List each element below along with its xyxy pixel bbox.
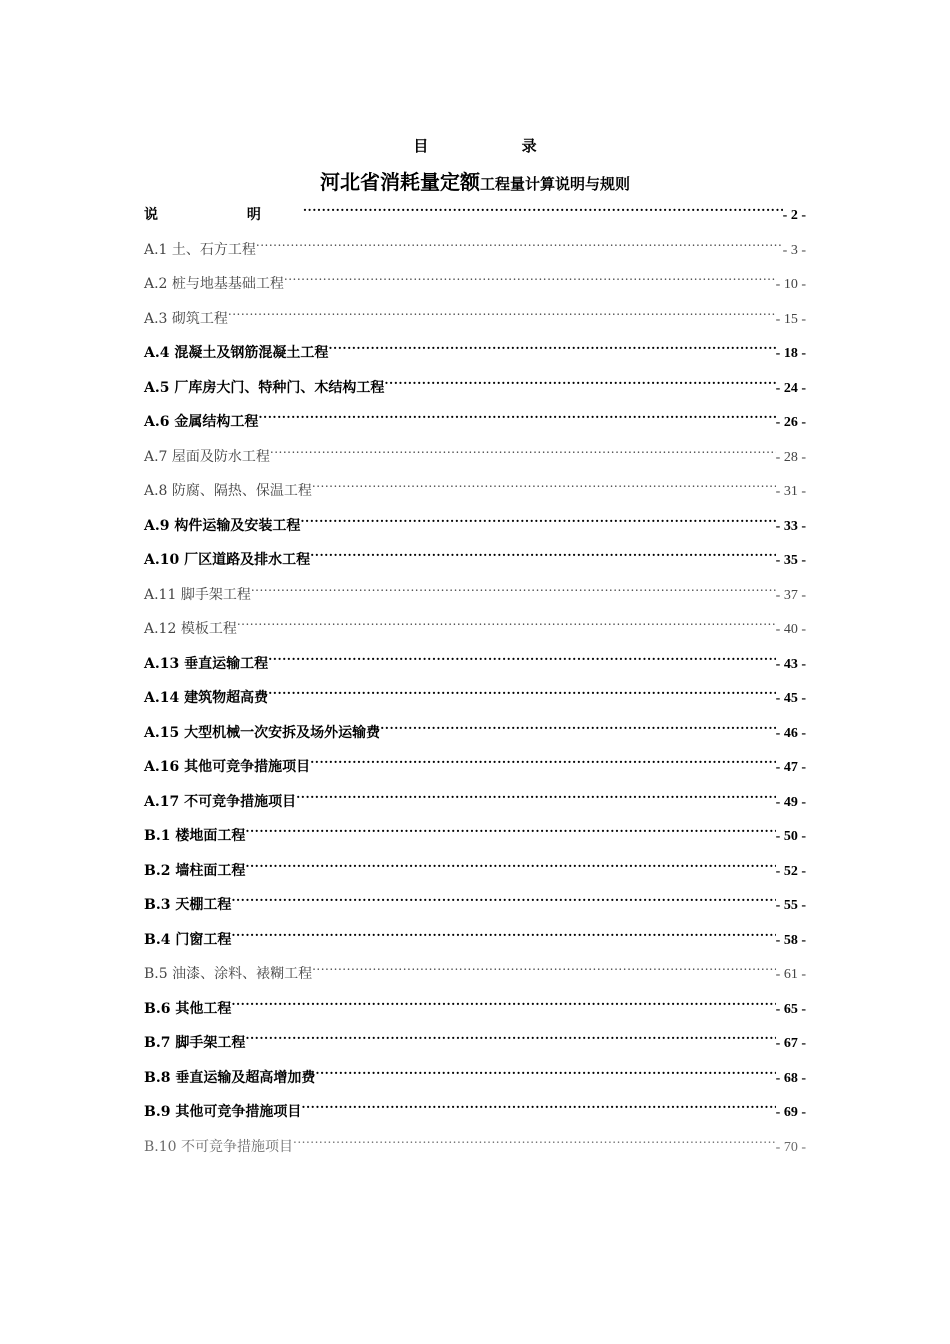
toc-entry[interactable] — [144, 994, 806, 1029]
toc-entry-label: B.7 脚手架工程 — [144, 1035, 246, 1051]
toc-entry-page: - 67 - — [775, 1036, 806, 1051]
toc-entry-label: A.15 大型机械一次安拆及场外运输费 — [144, 724, 381, 741]
toc-entry-label: B.6 其他工程 — [144, 1000, 232, 1017]
document-title-sub: 工程量计算说明与规则 — [479, 175, 630, 193]
toc-leader-dots — [312, 964, 776, 978]
toc-entry-label: A.16 其他可竞争措施项目 — [144, 759, 311, 775]
toc-entry[interactable] — [144, 511, 806, 546]
toc-leader-dots — [380, 723, 776, 737]
toc-entry-page: - 26 - — [775, 415, 806, 430]
toc-entry[interactable] — [144, 235, 806, 270]
toc-leader-dots — [301, 1102, 775, 1116]
toc-leader-dots — [312, 481, 776, 495]
toc-entry-label: B.8 垂直运输及超高增加费 — [144, 1069, 316, 1086]
toc-leader-dots — [231, 895, 775, 909]
toc-entry-page: - 68 - — [775, 1070, 806, 1086]
toc-leader-dots — [245, 1033, 775, 1047]
toc-entry-page: - 35 - — [775, 553, 806, 568]
toc-entry[interactable] — [144, 925, 806, 960]
toc-entry-page: - 40 - — [775, 622, 806, 637]
toc-entry[interactable] — [144, 1097, 806, 1132]
toc-entry-page: - 15 - — [775, 311, 806, 327]
toc-entry-label: A.17 不可竞争措施项目 — [144, 793, 297, 810]
toc-entry-page: - 24 - — [775, 380, 806, 396]
toc-entry[interactable] — [144, 442, 806, 477]
toc-entry[interactable] — [144, 752, 806, 787]
toc-entry[interactable] — [144, 407, 806, 442]
toc-entry-label: B.5 油漆、涂料、裱糊工程 — [144, 966, 313, 982]
toc-leader-dots — [268, 654, 776, 668]
toc-leader-dots — [256, 240, 783, 254]
toc-heading: 目 录 — [413, 137, 581, 155]
toc-leader-dots — [284, 274, 776, 288]
toc-leader-dots — [237, 619, 776, 633]
toc-entry-page: - 65 - — [775, 1001, 806, 1017]
toc-leader-dots — [245, 861, 775, 875]
toc-leader-dots — [231, 999, 775, 1013]
toc-entry[interactable] — [144, 718, 806, 753]
toc-entry-label: A.3 砌筑工程 — [144, 310, 228, 327]
toc-entry-label: B.2 墙柱面工程 — [144, 862, 246, 879]
toc-entry-label: A.13 垂直运输工程 — [144, 655, 269, 672]
toc-leader-dots — [303, 205, 783, 219]
toc-entry-label: A.14 建筑物超高费 — [144, 690, 269, 706]
toc-entry[interactable] — [144, 338, 806, 373]
toc-entry[interactable] — [144, 1132, 806, 1167]
toc-entry-page: - 31 - — [775, 484, 806, 499]
toc-leader-dots — [270, 447, 776, 461]
toc-entry-label: A.9 构件运输及安装工程 — [144, 517, 301, 534]
toc-entry-label: A.6 金属结构工程 — [144, 414, 259, 430]
toc-list — [144, 200, 806, 1166]
toc-entry-page: - 28 - — [775, 449, 806, 465]
toc-entry-page: - 18 - — [775, 346, 806, 361]
toc-leader-dots — [231, 930, 775, 944]
toc-entry-page: - 70 - — [775, 1139, 806, 1155]
toc-entry[interactable] — [144, 856, 806, 891]
toc-entry-label: B.10 不可竞争措施项目 — [144, 1138, 294, 1155]
toc-entry-page: - 69 - — [775, 1105, 806, 1120]
toc-entry[interactable] — [144, 580, 806, 615]
document-title-main: 河北省消耗量定额 — [319, 170, 480, 194]
toc-entry[interactable] — [144, 373, 806, 408]
toc-entry-label: A.1 土、石方工程 — [144, 241, 256, 258]
toc-entry-label: B.3 天棚工程 — [144, 897, 232, 913]
toc-entry-page: - 58 - — [775, 932, 806, 948]
toc-entry[interactable] — [144, 545, 806, 580]
toc-entry-page: - 55 - — [775, 898, 806, 913]
toc-entry-page: - 45 - — [775, 691, 806, 706]
toc-entry[interactable] — [144, 649, 806, 684]
toc-entry[interactable] — [144, 1063, 806, 1098]
toc-entry-page: - 52 - — [775, 863, 806, 879]
toc-leader-dots — [251, 585, 776, 599]
toc-entry[interactable] — [144, 1028, 806, 1063]
toc-leader-dots — [315, 1068, 775, 1082]
toc-leader-dots — [293, 1137, 776, 1151]
toc-entry[interactable] — [144, 304, 806, 339]
toc-entry-page: - 50 - — [775, 829, 806, 844]
toc-entry-label: B.9 其他可竞争措施项目 — [144, 1104, 302, 1120]
toc-entry-label: A.5 厂库房大门、特种门、木结构工程 — [144, 379, 385, 396]
toc-entry-label: A.4 混凝土及钢筋混凝土工程 — [144, 345, 329, 361]
toc-leader-dots — [328, 343, 775, 357]
toc-entry[interactable] — [144, 959, 806, 994]
toc-entry-label: A.10 厂区道路及排水工程 — [144, 552, 311, 568]
toc-entry-label: A.7 屋面及防水工程 — [144, 448, 270, 465]
toc-entry-page: - 46 - — [775, 725, 806, 741]
toc-entry[interactable] — [144, 787, 806, 822]
toc-entry-page: - 43 - — [775, 656, 806, 672]
toc-leader-dots — [228, 309, 776, 323]
toc-entry-label: 说 明 — [144, 207, 303, 223]
toc-leader-dots — [310, 757, 776, 771]
toc-entry-page: - 47 - — [775, 760, 806, 775]
toc-leader-dots — [296, 792, 776, 806]
toc-entry-page: - 33 - — [775, 518, 806, 534]
toc-leader-dots — [300, 516, 775, 530]
toc-entry-label: B.1 楼地面工程 — [144, 828, 246, 844]
toc-entry-page: - 37 - — [775, 587, 806, 603]
toc-entry-page: - 49 - — [775, 794, 806, 810]
toc-entry-page: - 10 - — [775, 277, 806, 292]
document-title — [0, 168, 950, 198]
toc-leader-dots — [268, 688, 776, 702]
toc-leader-dots — [245, 826, 775, 840]
toc-entry[interactable] — [144, 890, 806, 925]
toc-entry-label: A.11 脚手架工程 — [144, 586, 251, 603]
toc-leader-dots — [258, 412, 775, 426]
toc-entry-label: A.12 模板工程 — [144, 621, 237, 637]
toc-entry[interactable] — [144, 821, 806, 856]
toc-leader-dots — [310, 550, 776, 564]
toc-entry-label: A.2 桩与地基基础工程 — [144, 276, 284, 292]
toc-entry-page: - 61 - — [775, 967, 806, 982]
toc-entry[interactable] — [144, 683, 806, 718]
toc-entry[interactable] — [144, 269, 806, 304]
toc-leader-dots — [384, 378, 775, 392]
toc-entry-label: A.8 防腐、隔热、保温工程 — [144, 483, 312, 499]
toc-entry-page: - 2 - — [782, 208, 806, 223]
toc-entry[interactable] — [144, 614, 806, 649]
toc-entry-page: - 3 - — [782, 242, 806, 258]
toc-entry[interactable] — [144, 200, 806, 235]
toc-entry[interactable] — [144, 476, 806, 511]
toc-entry-label: B.4 门窗工程 — [144, 931, 232, 948]
